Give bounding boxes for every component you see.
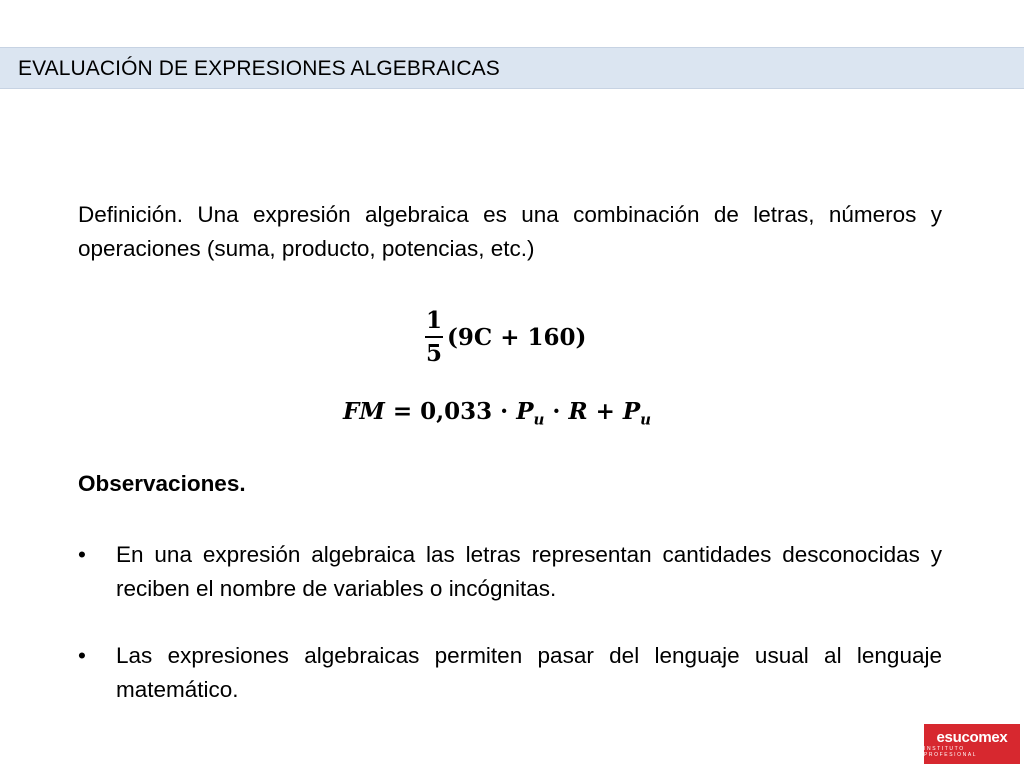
- formula-fraction: [425, 302, 586, 372]
- fm-var-p: P: [516, 398, 534, 425]
- definition-text: Definición. Una expresión algebraica es una combinación de letras, números y operaciones (suma, producto, potencias, etc.): [78, 202, 942, 261]
- fraction-denominator: 5: [425, 340, 442, 367]
- list-item-text: En una expresión algebraica las letras representan cantidades desconocidas y reciben el nombre de variables o incógnitas.: [116, 542, 942, 601]
- slide-title-bar: [0, 47, 1024, 89]
- fm-var-p-2: P: [622, 398, 641, 425]
- fraction-numerator: 1: [425, 307, 442, 334]
- list-item-text: Las expresiones algebraicas permiten pasar del lenguaje usual al lenguaje matemático.: [116, 643, 942, 702]
- logo-name: esucomex: [936, 729, 1008, 746]
- list-item: [78, 538, 942, 606]
- fraction-bar: [425, 336, 443, 338]
- slide-title: EVALUACIÓN DE EXPRESIONES ALGEBRAICAS: [18, 57, 500, 80]
- formula-fm: [343, 398, 651, 429]
- fraction: [425, 307, 443, 367]
- fraction-expression: (9C + 160): [447, 323, 587, 351]
- fm-lhs: FM: [343, 398, 385, 425]
- logo-tagline: INSTITUTO PROFESIONAL: [924, 746, 978, 758]
- fm-sub-u: u: [533, 410, 545, 429]
- bullet-icon: •: [78, 643, 86, 668]
- fm-dot-2: ·: [552, 398, 561, 425]
- observations-heading: Observaciones.: [78, 471, 246, 496]
- fm-sub-u-2: u: [640, 410, 652, 429]
- bullet-icon: •: [78, 542, 86, 567]
- fm-equals: =: [392, 398, 413, 425]
- fm-var-r: R: [568, 398, 588, 425]
- fm-plus: +: [595, 398, 615, 425]
- fm-dot-1: ·: [500, 398, 509, 425]
- list-item: [78, 639, 942, 707]
- esucomex-logo: [924, 724, 1020, 764]
- fm-coefficient: 0,033: [420, 398, 493, 425]
